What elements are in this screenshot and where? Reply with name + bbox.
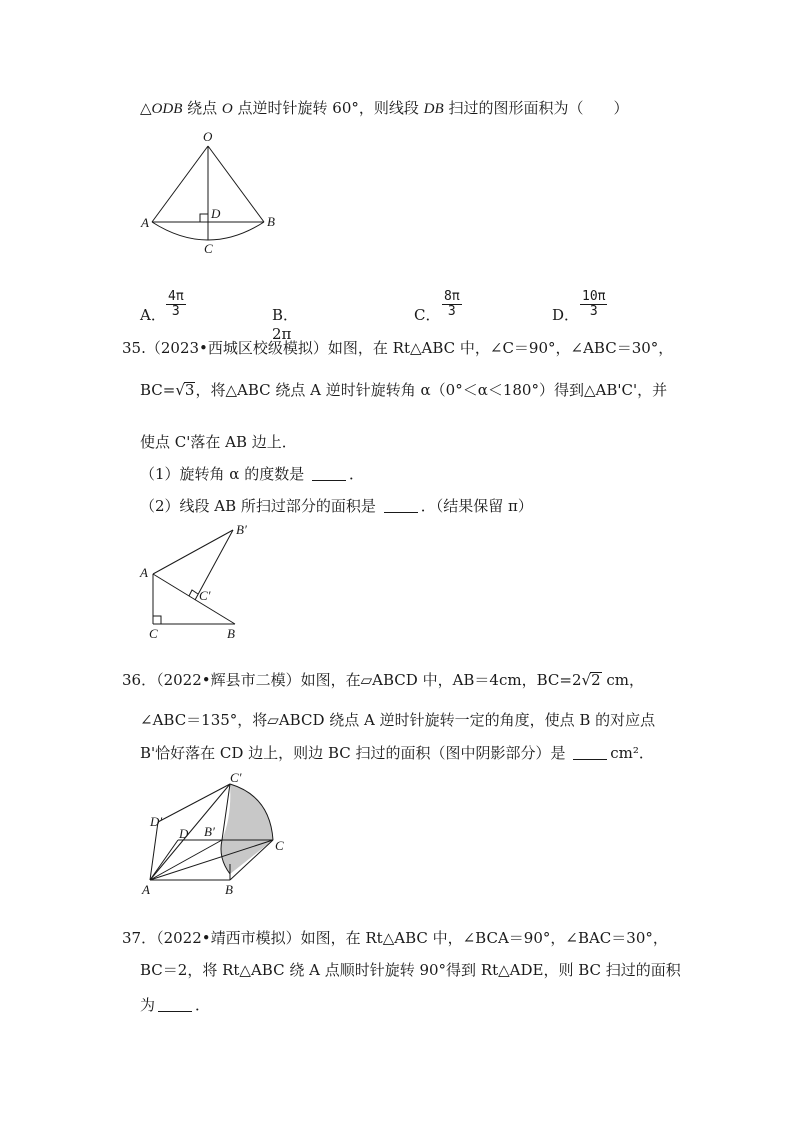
q36-label-bp: B′ — [204, 824, 215, 839]
q36-label-cp: C′ — [230, 770, 242, 785]
q36-label-c: C — [275, 838, 284, 853]
q36-label-b: B — [225, 882, 233, 897]
q34-segment-db: DB — [423, 101, 444, 117]
q35-sub1-answer-blank[interactable] — [312, 466, 346, 481]
q34-option-a-fraction — [166, 290, 186, 319]
q36-line-acp — [150, 784, 230, 880]
q36-text-mid: ABCD 中，AB＝4cm， — [372, 671, 537, 689]
q34-label-b: B — [267, 214, 275, 229]
q36-bc-unit: cm — [601, 671, 630, 689]
q35-stem-line1: 35.（2023•西城区校级模拟）如图，在 Rt△ABC 中，∠C＝90°，∠ABC＝30°， — [122, 339, 674, 357]
q34-option-d-num: 10π — [582, 289, 606, 304]
q34-option-c-label: C． — [414, 306, 441, 324]
q34-option-c-den: 3 — [447, 304, 456, 319]
q34-label-o: O — [203, 129, 213, 144]
q35-sub2-text: （2）线段 AB 所扫过部分的面积是 — [140, 497, 381, 515]
q35-label-c: C — [149, 626, 158, 641]
q34-option-d-fraction — [580, 290, 607, 319]
q36-line-cpdp — [158, 784, 230, 822]
q34-triangle-name: ODB — [151, 101, 183, 117]
q35-stem-line2 — [140, 380, 667, 400]
q37-answer-blank[interactable] — [158, 997, 192, 1012]
q35-figure — [135, 520, 265, 645]
q36-stem-line3 — [140, 743, 654, 763]
q36-label-dp: D′ — [150, 814, 163, 829]
q35-label-cp: C′ — [199, 588, 211, 603]
q34-text: 绕点 — [182, 99, 222, 117]
q35-bc-prefix: BC= — [140, 381, 176, 399]
q35-sub2-end: ．（结果保留 π） — [420, 497, 533, 515]
q34-option-a-den: 3 — [171, 304, 180, 319]
q35-stem-line3: 使点 C'落在 AB 边上． — [140, 433, 297, 451]
q34-text: 扫过的图形面积为（ ） — [443, 99, 629, 117]
q37-stem-line2: BC＝2，将 Rt△ABC 绕 A 点顺时针旋转 90°得到 Rt△ADE，则 BC 扫过的面积 — [140, 961, 681, 979]
q35-sqrt-sign: √ — [175, 381, 185, 399]
q34-label-a: A — [141, 215, 149, 230]
q36-answer-blank[interactable] — [573, 745, 607, 760]
q34-point-o: O — [221, 101, 233, 117]
q36-label-a: A — [142, 882, 150, 897]
q34-stem — [140, 98, 628, 119]
q35-sub1-text: （1）旋转角 α 的度数是 — [140, 465, 309, 483]
q37-stem-line3 — [140, 995, 210, 1015]
q35-line-ab — [153, 574, 235, 624]
q34-option-a-label: A． — [140, 306, 166, 324]
q35-right-angle-cp — [189, 590, 198, 596]
q34-option-c-fraction — [442, 290, 462, 319]
q36-sqrt-sign: √ — [581, 671, 592, 689]
q35-label-bp: B′ — [236, 522, 247, 537]
q35-right-angle-c — [153, 616, 161, 624]
q34-triangle-symbol: △ — [140, 99, 152, 117]
q35-sub1-end: ． — [348, 465, 364, 483]
q35-sub2-answer-blank[interactable] — [384, 498, 418, 513]
q36-text-pre: 36．（2022•辉县市二模）如图，在 — [122, 671, 361, 689]
q37-stem-line1: 37．（2022•靖西市模拟）如图，在 Rt△ABC 中，∠BCA＝90°，∠BAC＝30°， — [122, 929, 668, 947]
q34-option-a-num: 4π — [168, 289, 184, 304]
q36-label-d: D — [179, 826, 189, 841]
q34-text: 点逆时针旋转 60°，则线段 — [232, 99, 424, 117]
q34-right-angle-mark — [200, 214, 208, 222]
q35-sub1 — [140, 464, 364, 484]
q35-label-b: B — [227, 626, 235, 641]
q37-line3-end: ． — [195, 996, 211, 1014]
q37-line3-text: 为 — [140, 996, 156, 1014]
q36-stem-line1 — [122, 670, 644, 690]
q36-stem-line2: ∠ABC＝135°，将▱ABCD 绕点 A 逆时针旋转一定的角度，使点 B 的对应点 — [140, 711, 656, 729]
q34-option-d-den: 3 — [589, 304, 598, 319]
q36-line3-text: B'恰好落在 CD 边上，则边 BC 扫过的面积（图中阴影部分）是 — [140, 744, 571, 762]
q34-option-b-label: B．2π — [272, 306, 299, 343]
q36-text-end: ， — [629, 671, 645, 689]
q34-label-c: C — [204, 241, 213, 256]
q34-line-oa — [152, 146, 208, 222]
q35-label-a: A — [140, 565, 148, 580]
q36-bc-prefix: BC=2 — [536, 671, 582, 689]
q36-sqrt-value: 2 — [591, 671, 601, 689]
q35-sub2 — [140, 496, 533, 516]
q36-figure — [140, 768, 300, 900]
q35-stem-line2-rest: ，将△ABC 绕点 A 逆时针旋转角 α（0°＜α＜180°）得到△AB'C'，并 — [195, 381, 668, 399]
q34-option-c-num: 8π — [444, 289, 460, 304]
q34-label-d: D — [211, 206, 221, 221]
q36-shaded-lower — [221, 840, 273, 874]
q36-parallelogram-symbol: ▱ — [360, 671, 373, 689]
q36-line3-unit: cm²． — [610, 744, 654, 762]
q34-option-d-label: D． — [552, 306, 580, 324]
q35-sqrt-value: 3 — [184, 381, 195, 399]
q34-figure — [138, 126, 288, 256]
